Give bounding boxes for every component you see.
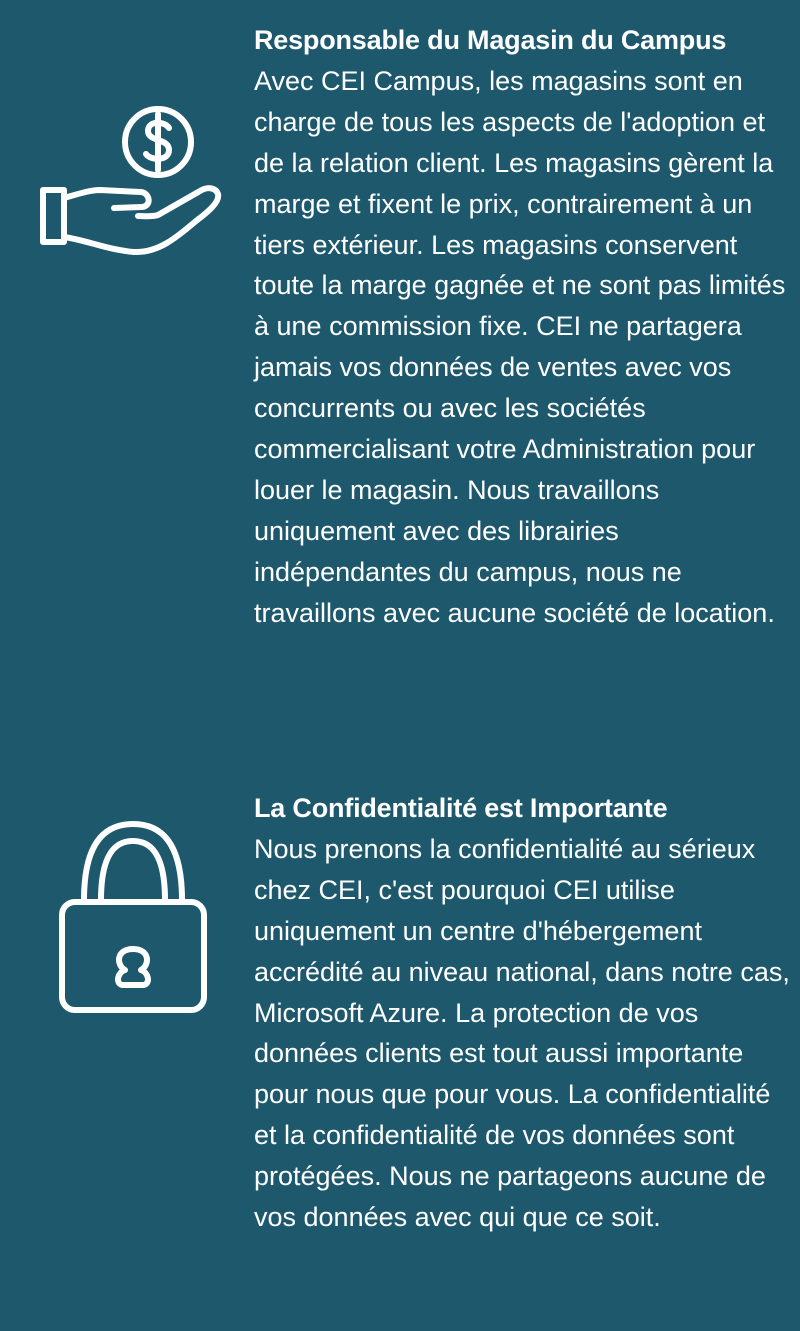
hand-holding-dollar-icon [38,88,224,258]
privacy-text [254,788,790,1238]
padlock-icon [58,820,208,1018]
section-body: Avec CEI Campus, les magasins sont en charge de tous les aspects de l'adoption et de la relation client. Les magasins gèrent la marge et fixent le prix, contrairement à un tiers extérieur. Les magasins conservent toute la marge gagnée et ne sont pas limités à une commission fixe. CEI ne partagera jamais vos données de ventes avec vos concurrents ou avec les sociétés commercialisant votre Administration pour louer le magasin. Nous travaillons uniquement avec des librairies indépendantes du campus, nous ne travaillons avec aucune société de location. [254,65,786,628]
section-heading: La Confidentialité est Importante [254,793,668,823]
section-body: Nous prenons la confidentialité au sérieux chez CEI, c'est pourquoi CEI utilise uniquement un centre d'hébergement accrédité au niveau national, dans notre cas, Microsoft Azure. La protection de vos données clients est tout aussi importante pour nous que pour vous. La confidentialité et la confidentialité de vos données sont protégées. Nous ne partageons aucune de vos données avec qui que ce soit. [254,833,790,1233]
section-heading: Responsable du Magasin du Campus [254,25,727,55]
campus-store-text [254,20,790,634]
